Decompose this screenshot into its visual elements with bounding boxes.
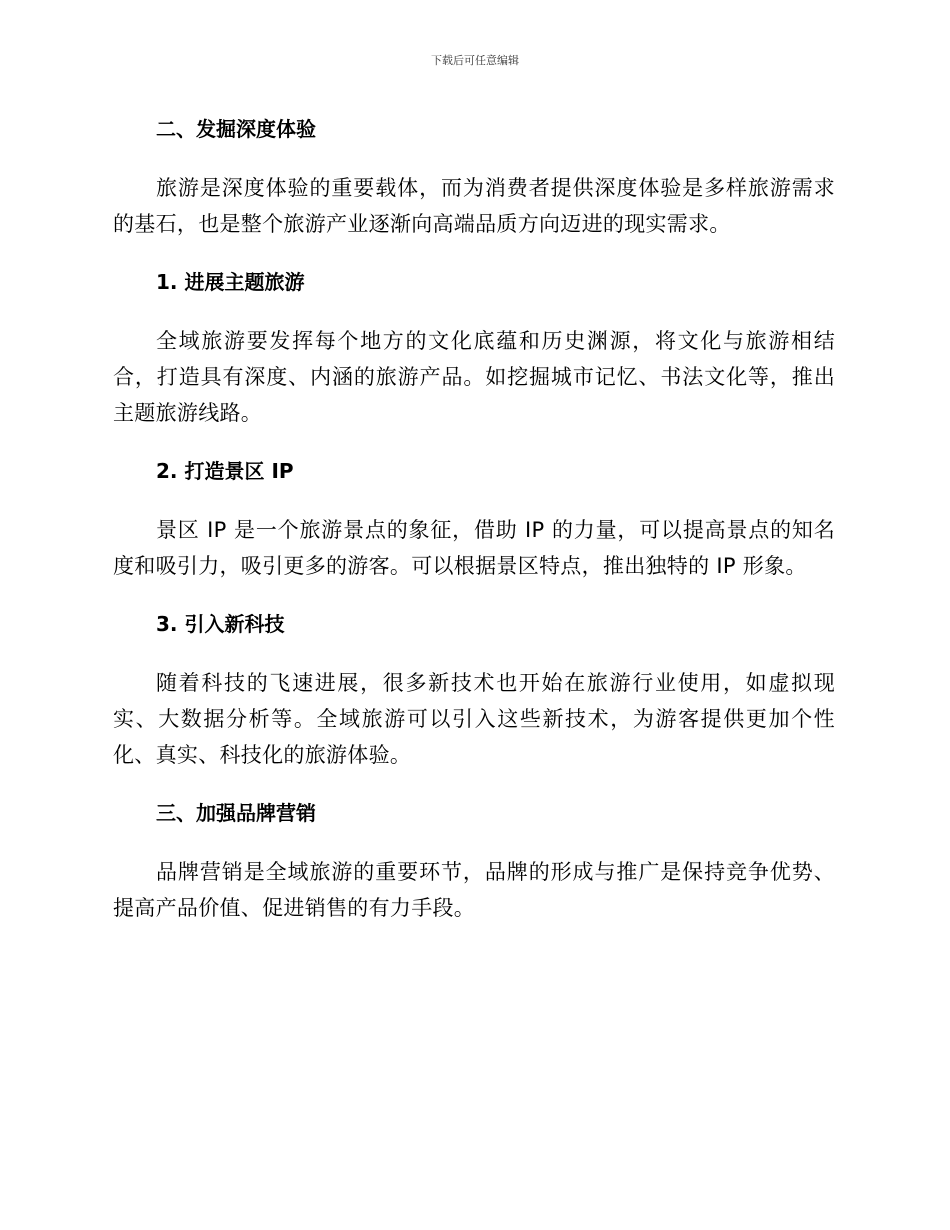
section-paragraph-brand-marketing: 品牌营销是全域旅游的重要环节，品牌的形成与推广是保持竞争优势、提高产品价值、促进销售的有力手段。 <box>113 860 835 920</box>
section-paragraph-theme-tourism: 全域旅游要发挥每个地方的文化底蕴和历史渊源，将文化与旅游相结合，打造具有深度、内涵的旅游产品。如挖掘城市记忆、书法文化等，推出主题旅游线路。 <box>113 329 835 425</box>
section-heading-deep-experience: 二、发掘深度体验 <box>156 117 316 141</box>
section-heading-scenic-ip: 2. 打造景区 IP <box>156 459 294 483</box>
section-heading-theme-tourism: 1. 进展主题旅游 <box>156 270 305 294</box>
section-paragraph-scenic-ip: 景区 IP 是一个旅游景点的象征，借助 IP 的力量，可以提高景点的知名度和吸引力，吸引更多的游客。可以根据景区特点，推出独特的 IP 形象。 <box>113 518 835 578</box>
section-heading-new-technology: 3. 引入新科技 <box>156 612 285 636</box>
section-paragraph-deep-experience: 旅游是深度体验的重要载体，而为消费者提供深度体验是多样旅游需求的基石，也是整个旅游产业逐渐向高端品质方向迈进的现实需求。 <box>113 176 835 236</box>
document-body <box>113 113 835 950</box>
section-heading-brand-marketing: 三、加强品牌营销 <box>156 801 316 825</box>
page-header-note: 下载后可任意编辑 <box>431 54 519 67</box>
section-paragraph-new-technology: 随着科技的飞速进展，很多新技术也开始在旅游行业使用，如虚拟现实、大数据分析等。全域旅游可以引入这些新技术，为游客提供更加个性化、真实、科技化的旅游体验。 <box>113 671 835 767</box>
